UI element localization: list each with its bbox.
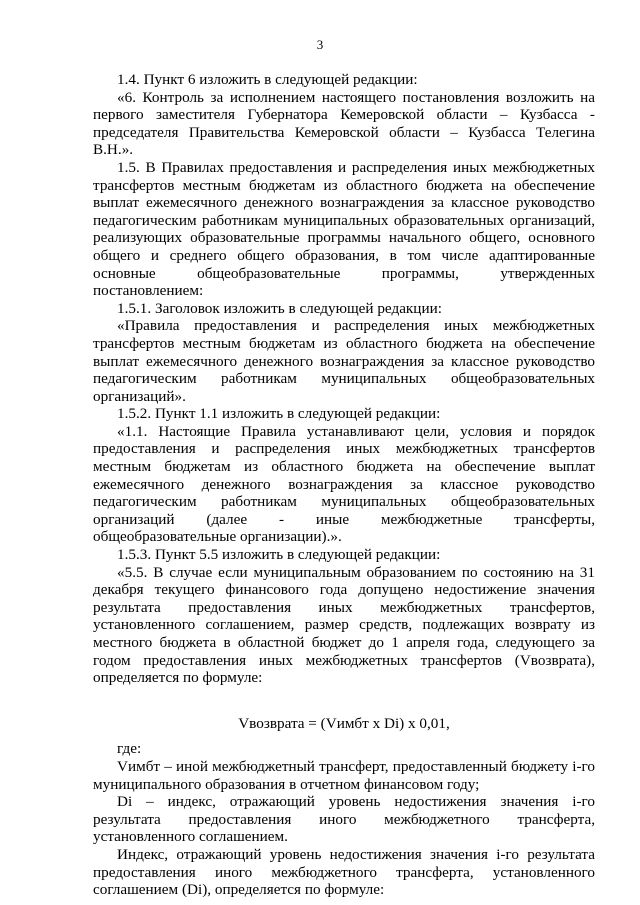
paragraph-point-6: «6. Контроль за исполнением настоящего постановления возложить на первого заместителя Губернатора Кемеровской области – Кузбасса - председателя Правительства Кемеровской области – Кузбасса Телегина В.Н.». xyxy=(93,88,595,159)
paragraph-point-5-5: «5.5. В случае если муниципальным образованием по состоянию на 31 декабря текущего финансового года допущено недостижение значения результата предоставления иных межбюджетных трансфертов, установленного соглашением, размер средств, подлежащих возврату из местного бюджета в областной бюджет до 1 апреля года, следующего за годом предоставления иных межбюджетных трансфертов (Vвозврата), определяется по формуле: xyxy=(93,563,595,687)
paragraph-1-5-3: 1.5.3. Пункт 5.5 изложить в следующей редакции: xyxy=(117,546,441,564)
paragraph-1-5-2: 1.5.2. Пункт 1.1 изложить в следующей редакции: xyxy=(117,405,441,423)
paragraph-rules-title: «Правила предоставления и распределения иных межбюджетных трансфертов местным бюджетам из областного бюджета на обеспечение выплат ежемесячного денежного вознаграждения за классное руководство педагогическим работникам муниципальных общеобразовательных организаций». xyxy=(93,317,595,405)
paragraph-1-5: 1.5. В Правилах предоставления и распределения иных межбюджетных трансфертов местным бюджетам из областного бюджета на обеспечение выплат ежемесячного денежного вознаграждения за классное руководство педагогическим работникам муниципальных образовательных организаций, реализующих образовательные программы начального общего, основного общего и среднего общего образования, в том числе адаптированные основные общеобразовательные программы, утвержденных постановлением: xyxy=(93,158,595,300)
paragraph-point-1-1: «1.1. Настоящие Правила устанавливают цели, условия и порядок предоставления и распределения иных межбюджетных трансфертов местным бюджетам из областного бюджета на обеспечение выплат ежемесячного денежного вознаграждения за классное руководство педагогическим работникам муниципальных общеобразовательных организаций (далее - иные межбюджетные трансферты, общеобразовательные организации).». xyxy=(93,422,595,546)
paragraph-1-4: 1.4. Пункт 6 изложить в следующей редакции: xyxy=(117,71,418,88)
paragraph-index-definition: Индекс, отражающий уровень недостижения значения i-го результата предоставления иного межбюджетного трансферта, установленного соглашением (Di), определяется по формуле: xyxy=(93,845,595,899)
paragraph-vimbt-definition: Vимбт – иной межбюджетный трансферт, предоставленный бюджету i-го муниципального образования в отчетном финансовом году; xyxy=(93,757,595,793)
paragraph-di-definition: Di – индекс, отражающий уровень недостижения значения i-го результата предоставления иного межбюджетного трансферта, установленного соглашением. xyxy=(93,793,595,846)
document-body xyxy=(93,71,595,899)
page-number: 3 xyxy=(316,37,324,52)
paragraph-where: где: xyxy=(117,740,142,758)
formula-refund: Vвозврата = (Vимбт x Di) x 0,01, xyxy=(238,714,450,732)
paragraph-1-5-1: 1.5.1. Заголовок изложить в следующей редакции: xyxy=(117,299,442,317)
